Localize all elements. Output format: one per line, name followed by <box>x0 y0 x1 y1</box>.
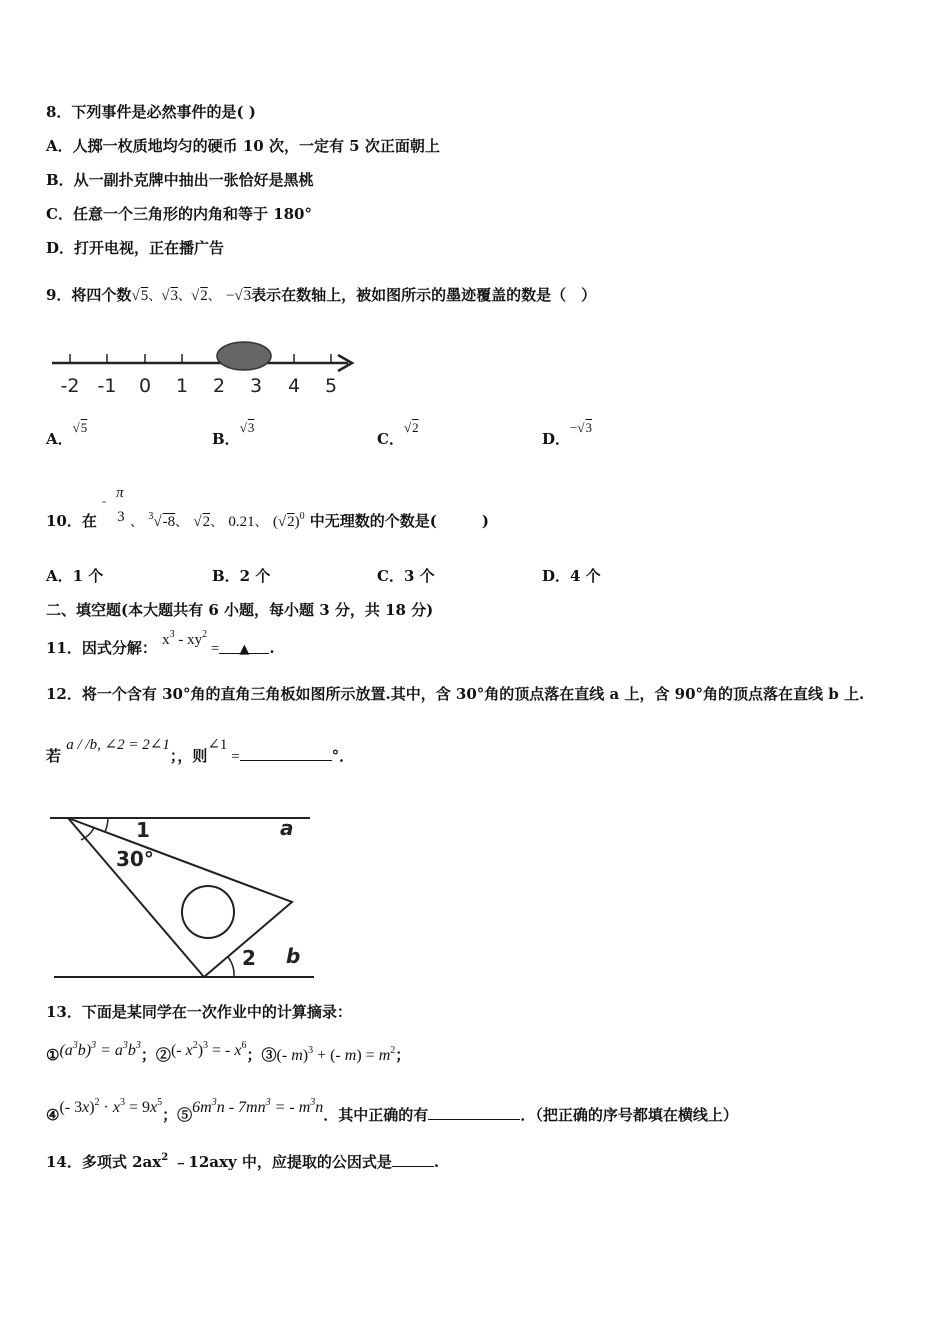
q12-condition-math: a / /b, ∠2 = 2∠1 <box>66 737 170 753</box>
ink-blot <box>217 342 271 370</box>
axis-label-4: 4 <box>287 375 301 397</box>
axis-label-3: 3 <box>249 375 263 397</box>
q9-option-d: D．−√3 <box>542 420 592 448</box>
label-angle-2: 2 <box>242 946 256 970</box>
q14-answer-blank <box>392 1152 434 1167</box>
q8-option-c: C．任意一个三角形的内角和等于 180° <box>46 205 312 223</box>
number-line-figure <box>48 336 368 404</box>
q9-prefix: 9．将四个数 <box>46 286 132 304</box>
angle-2-arc <box>228 957 234 977</box>
q9-num-neg-sqrt3: √3 <box>234 288 252 304</box>
q10-option-d: D．4 个 <box>542 567 601 585</box>
q13-expr2: (- $x^2)^3$ = - $x^6$ <box>170 1040 247 1059</box>
q10-option-b: B．2 个 <box>212 567 271 585</box>
q9-option-a: A．√5 <box>46 420 88 448</box>
q13-line1: $①(a^3b)^3 = a^3b^3$；②(- $x^2)^3$ = - $x^6$；③(- m)$^3$ + (- $m) = m^2$； <box>46 1040 411 1064</box>
q9-option-b: B．√3 <box>212 420 255 448</box>
triangle-figure <box>48 810 320 985</box>
q11-stem: 11．因式分解： $x^3 - xy^2$ = ▲ . <box>46 629 275 657</box>
q9-stem: 9．将四个数√5、√3、√2、 −√3表示在数轴上，被如图所示的墨迹覆盖的数是（ ） <box>46 284 596 308</box>
q10-option-a: A．1 个 <box>46 567 104 585</box>
q9-option-c: C．√2 <box>377 420 419 448</box>
q8-option-a: A．人掷一枚质地均匀的硬币 10 次，一定有 5 次正面朝上 <box>46 137 440 155</box>
axis-label-2: 2 <box>212 375 226 397</box>
q9-suffix: 表示在数轴上，被如图所示的墨迹覆盖的数是（ ） <box>251 286 597 304</box>
q13-expr3: (- m)$^3$ + (- $m) = m^2$ <box>276 1045 396 1064</box>
q12-answer-blank <box>240 746 332 761</box>
q12-condition: 若 a / /b, ∠2 = 2∠1；，则∠1 = °． <box>46 737 355 765</box>
q13-stem: 13．下面是某同学在一次作业中的计算摘录： <box>46 1003 352 1021</box>
q13-answer-blank <box>428 1105 520 1120</box>
q9-num-sqrt3: √3 <box>161 288 178 304</box>
q11-answer-blank: ▲ <box>219 639 269 654</box>
axis-label-1: 1 <box>175 375 189 397</box>
q10-sqrt2: √2 <box>193 514 211 530</box>
angle-1-arc <box>105 818 108 832</box>
q10-neg-pi-over-3: - π 3 <box>102 485 125 525</box>
q8-option-d: D．打开电视，正在播广告 <box>46 239 225 257</box>
q14-stem: 14．多项式 $2ax^2$ ﹣12axy 中，应提取的公因式是 . <box>46 1152 440 1171</box>
triangle-plate <box>68 818 292 977</box>
label-line-b: b <box>286 944 301 968</box>
q13-expr4: (- $3x)^2 \cdot x^3 = 9x^5$ <box>59 1097 163 1116</box>
q10-stem: 10．在 - π 3 、 $^3$√-8、 √2、 0.21、 $(√2)^0$ 中无理数的个数是( ) <box>46 504 489 534</box>
q8-stem: 8．下列事件是必然事件的是( ) <box>46 103 256 121</box>
q10-decimal: 0.21 <box>228 514 255 530</box>
q13-expr5: $6m^3n - 7mn^3$ = - $m^3n$ <box>192 1097 324 1116</box>
triangle-hole <box>182 886 234 938</box>
q9-num-sqrt2: √2 <box>190 288 208 304</box>
q13-line2: ④(- $3x)^2 \cdot x^3 = 9x^5$；$⑤6m^3n - 7mn^3$ = - $m^3n$．其中正确的有 ．（把正确的序号都填在横线上） <box>46 1097 738 1124</box>
q9-num-sqrt5: √5 <box>131 288 149 304</box>
q8-option-b: B．从一副扑克牌中抽出一张恰好是黑桃 <box>46 171 314 189</box>
q11-expression: $x^3 - xy^2$ <box>162 629 208 648</box>
q10-power: $(√2)^0$ <box>272 511 305 530</box>
axis-label-0: 0 <box>138 375 152 397</box>
axis-ticks <box>70 354 331 363</box>
section-2-heading: 二、填空题(本大题共有 6 小题，每小题 3 分，共 18 分) <box>46 601 434 619</box>
label-30-degrees: 30° <box>116 847 154 871</box>
q10-suffix: 中无理数的个数是( ) <box>309 512 489 530</box>
axis-label-5: 5 <box>324 375 338 397</box>
label-line-a: a <box>280 816 294 840</box>
q10-cbrt: $^3$√-8 <box>148 511 176 530</box>
q10-prefix: 10．在 <box>46 512 97 530</box>
axis-label-neg1: -1 <box>97 375 117 397</box>
label-angle-1: 1 <box>136 818 150 842</box>
axis-label-neg2: -2 <box>60 375 80 397</box>
q10-option-c: C．3 个 <box>377 567 435 585</box>
q13-expr1: $(a^3b)^3 = a^3b^3$ <box>59 1040 141 1059</box>
q12-stem: 12．将一个含有 30°角的直角三角板如图所示放置.其中，含 30°角的顶点落在直线 a 上，含 90°角的顶点落在直线 b 上. <box>46 685 865 703</box>
q12-angle1: ∠1 <box>207 737 228 753</box>
